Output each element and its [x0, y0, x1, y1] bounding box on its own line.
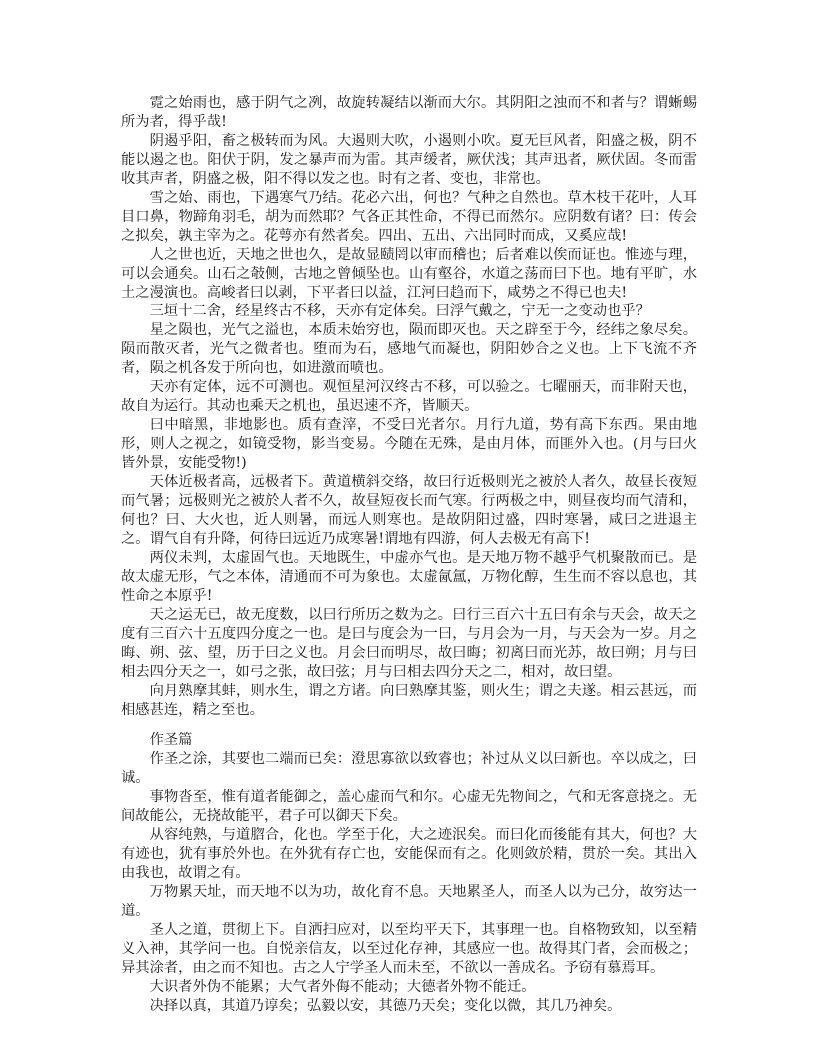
paragraph: 大识者外伪不能累；大气者外侮不能动；大德者外物不能迁。: [149, 978, 536, 995]
paragraph: 霓之始雨也，感于阴气之冽，故旋转凝结以渐而大尔。其阴阳之浊而不和者与？谓蜥蜴所为者，得乎哉!: [121, 95, 697, 130]
paragraph: 三垣十二舍，经星终古不移，天亦有定体矣。曰浮气戴之，宁无一之变动也乎？: [149, 303, 650, 320]
paragraph: 向月熟摩其蚌，则水生，谓之方诸。向曰熟摩其鉴，则火生；谓之夫遂。相云甚远，而相感甚连，精之至也。: [121, 682, 697, 718]
paragraph: 作圣之涂，其要也二端而已矣：澄思寡欲以致睿也；补过从义以曰新也。卒以成之，曰诚。: [121, 751, 697, 787]
paragraph: 事物沓至，惟有道者能御之，盖心虚而气和尔。心虚无先物间之，气和无客意挠之。无间故能公，无挠故能平，君子可以御天下矣。: [121, 789, 697, 825]
section-heading: 作圣篇: [149, 732, 193, 749]
section-divider-space: [121, 719, 697, 731]
paragraph: 曰中暗黑，非地影也。质有查滓，不受曰光者尔。月行九道，势有高下东西。果由地形，则人之视之，如镜受物，影当变易。今随在无殊，是由月体，而匪外入也。(月与曰火皆外景，安能受物!): [121, 417, 697, 472]
paragraph: 万物累天址，而天地不以为功，故化育不息。天地累圣人，而圣人以为己分，故穷达一道。: [121, 884, 697, 920]
document-page: [121, 94, 697, 1016]
paragraph: 雪之始、雨也，下遇寒气乃结。花必六出，何也？气种之自然也。草木枝干花叶，人耳目口鼻，物蹄角羽毛，胡为而然耶？气各正其性命，不得已而然尔。应阴数有诸？曰：传会之拟矣，孰主宰为之。花萼亦有然者矣。四出、五出、六出同时而成，又奚应哉!: [121, 189, 697, 244]
paragraph: 天亦有定体，远不可测也。观恒星河汉终古不移，可以验之。七曜丽天，而非附天也，故自为运行。其动也乘天之机也，虽迟速不齐，皆顺天。: [121, 379, 697, 415]
paragraph: 从容纯熟，与道脗合，化也。学至于化，大之迹泯矣。而曰化而後能有其大，何也？大有迹也，犹有事於外也。在外犹有存亡也，安能保而有之。化则敛於精，贯於一矣。其出入由我也，故谓之有。: [121, 827, 697, 882]
paragraph: 两仪未判，太虚固气也。天地既生，中虚亦气也。是天地万物不越乎气机聚散而已。是故太虚无形，气之本体，清通而不可为象也。太虚氤氲，万物化醇，生生而不容以息也，其性命之本原乎!: [121, 549, 697, 604]
paragraph: 人之世也近，天地之世也久，是故显赜罔以审而稽也；后者难以俟而证也。惟迹与理，可以会通矣。山石之攲侧，古地之曾倾坠也。山有壑谷，水道之荡而曰下也。地有平旷，水土之漫演也。高峻者曰以剥，下平者曰以益，江河曰趋而下，咸势之不得已也夫!: [121, 246, 697, 301]
paragraph: 天体近极者高，远极者下。黄道横斜交络，故曰行近极则光之被於人者久，故昼长夜短而气暑；远极则光之被於人者不久，故昼短夜长而气寒。行两极之中，则昼夜均而气清和，何也？曰、大火也，近人则暑，而远人则寒也。是故阴阳过盛，四时寒暑，咸曰之进退主之。谓气自有升降，何待曰远近乃成寒暑!谓地有四游，何人去极无有高下!: [121, 474, 697, 547]
paragraph: 星之陨也，光气之溢也，本质未始穷也，陨而即灭也。天之辟至于今，经纬之象尽矣。陨而散灭者，光气之微者也。堕而为石，感地气而凝也，阴阳妙合之义也。上下飞流不齐者，陨之机各发于所向也，如进激而喷也。: [121, 322, 697, 377]
paragraph: 天之运无已，故无度数，以曰行所历之数为之。曰行三百六十五曰有余与天会，故天之度有三百六十五度四分度之一也。是曰与度会为一曰，与月会为一月，与天会为一岁。月之晦、朔、弦、望，历于曰之义也。月会曰而明尽，故曰晦；初离曰而光苏，故曰朔；月与曰相去四分天之一，如弓之张，故曰弦；月与曰相去四分天之二，相对，故曰望。: [121, 606, 697, 680]
paragraph: 圣人之道，贯彻上下。自洒扫应对，以至均平天下，其事理一也。自格物致知，以至精义入神，其学问一也。自悦亲信友，以至过化存神，其感应一也。故得其门者，会而极之；异其涂者，由之而不知也。古之人宁学圣人而未至，不欲以一善成名。予窃有慕焉耳。: [121, 921, 697, 976]
section-natural-phenomena: [121, 94, 697, 719]
section-zuosheng: [121, 731, 697, 1015]
paragraph: 阴遏乎阳，畜之极转而为风。大遏则大吹，小遏则小吹。夏无巨风者，阳盛之极，阴不能以遏之也。阳伏于阴，发之暴声而为雷。其声缓者，厥伏浅；其声迅者，厥伏固。冬而雷收其声者，阴盛之极，阳不得以发之也。时有之者、变也，非常也。: [121, 132, 697, 187]
paragraph: 决择以真，其道乃谆矣；弘毅以安，其德乃天矣；变化以微，其几乃神矣。: [149, 997, 622, 1014]
